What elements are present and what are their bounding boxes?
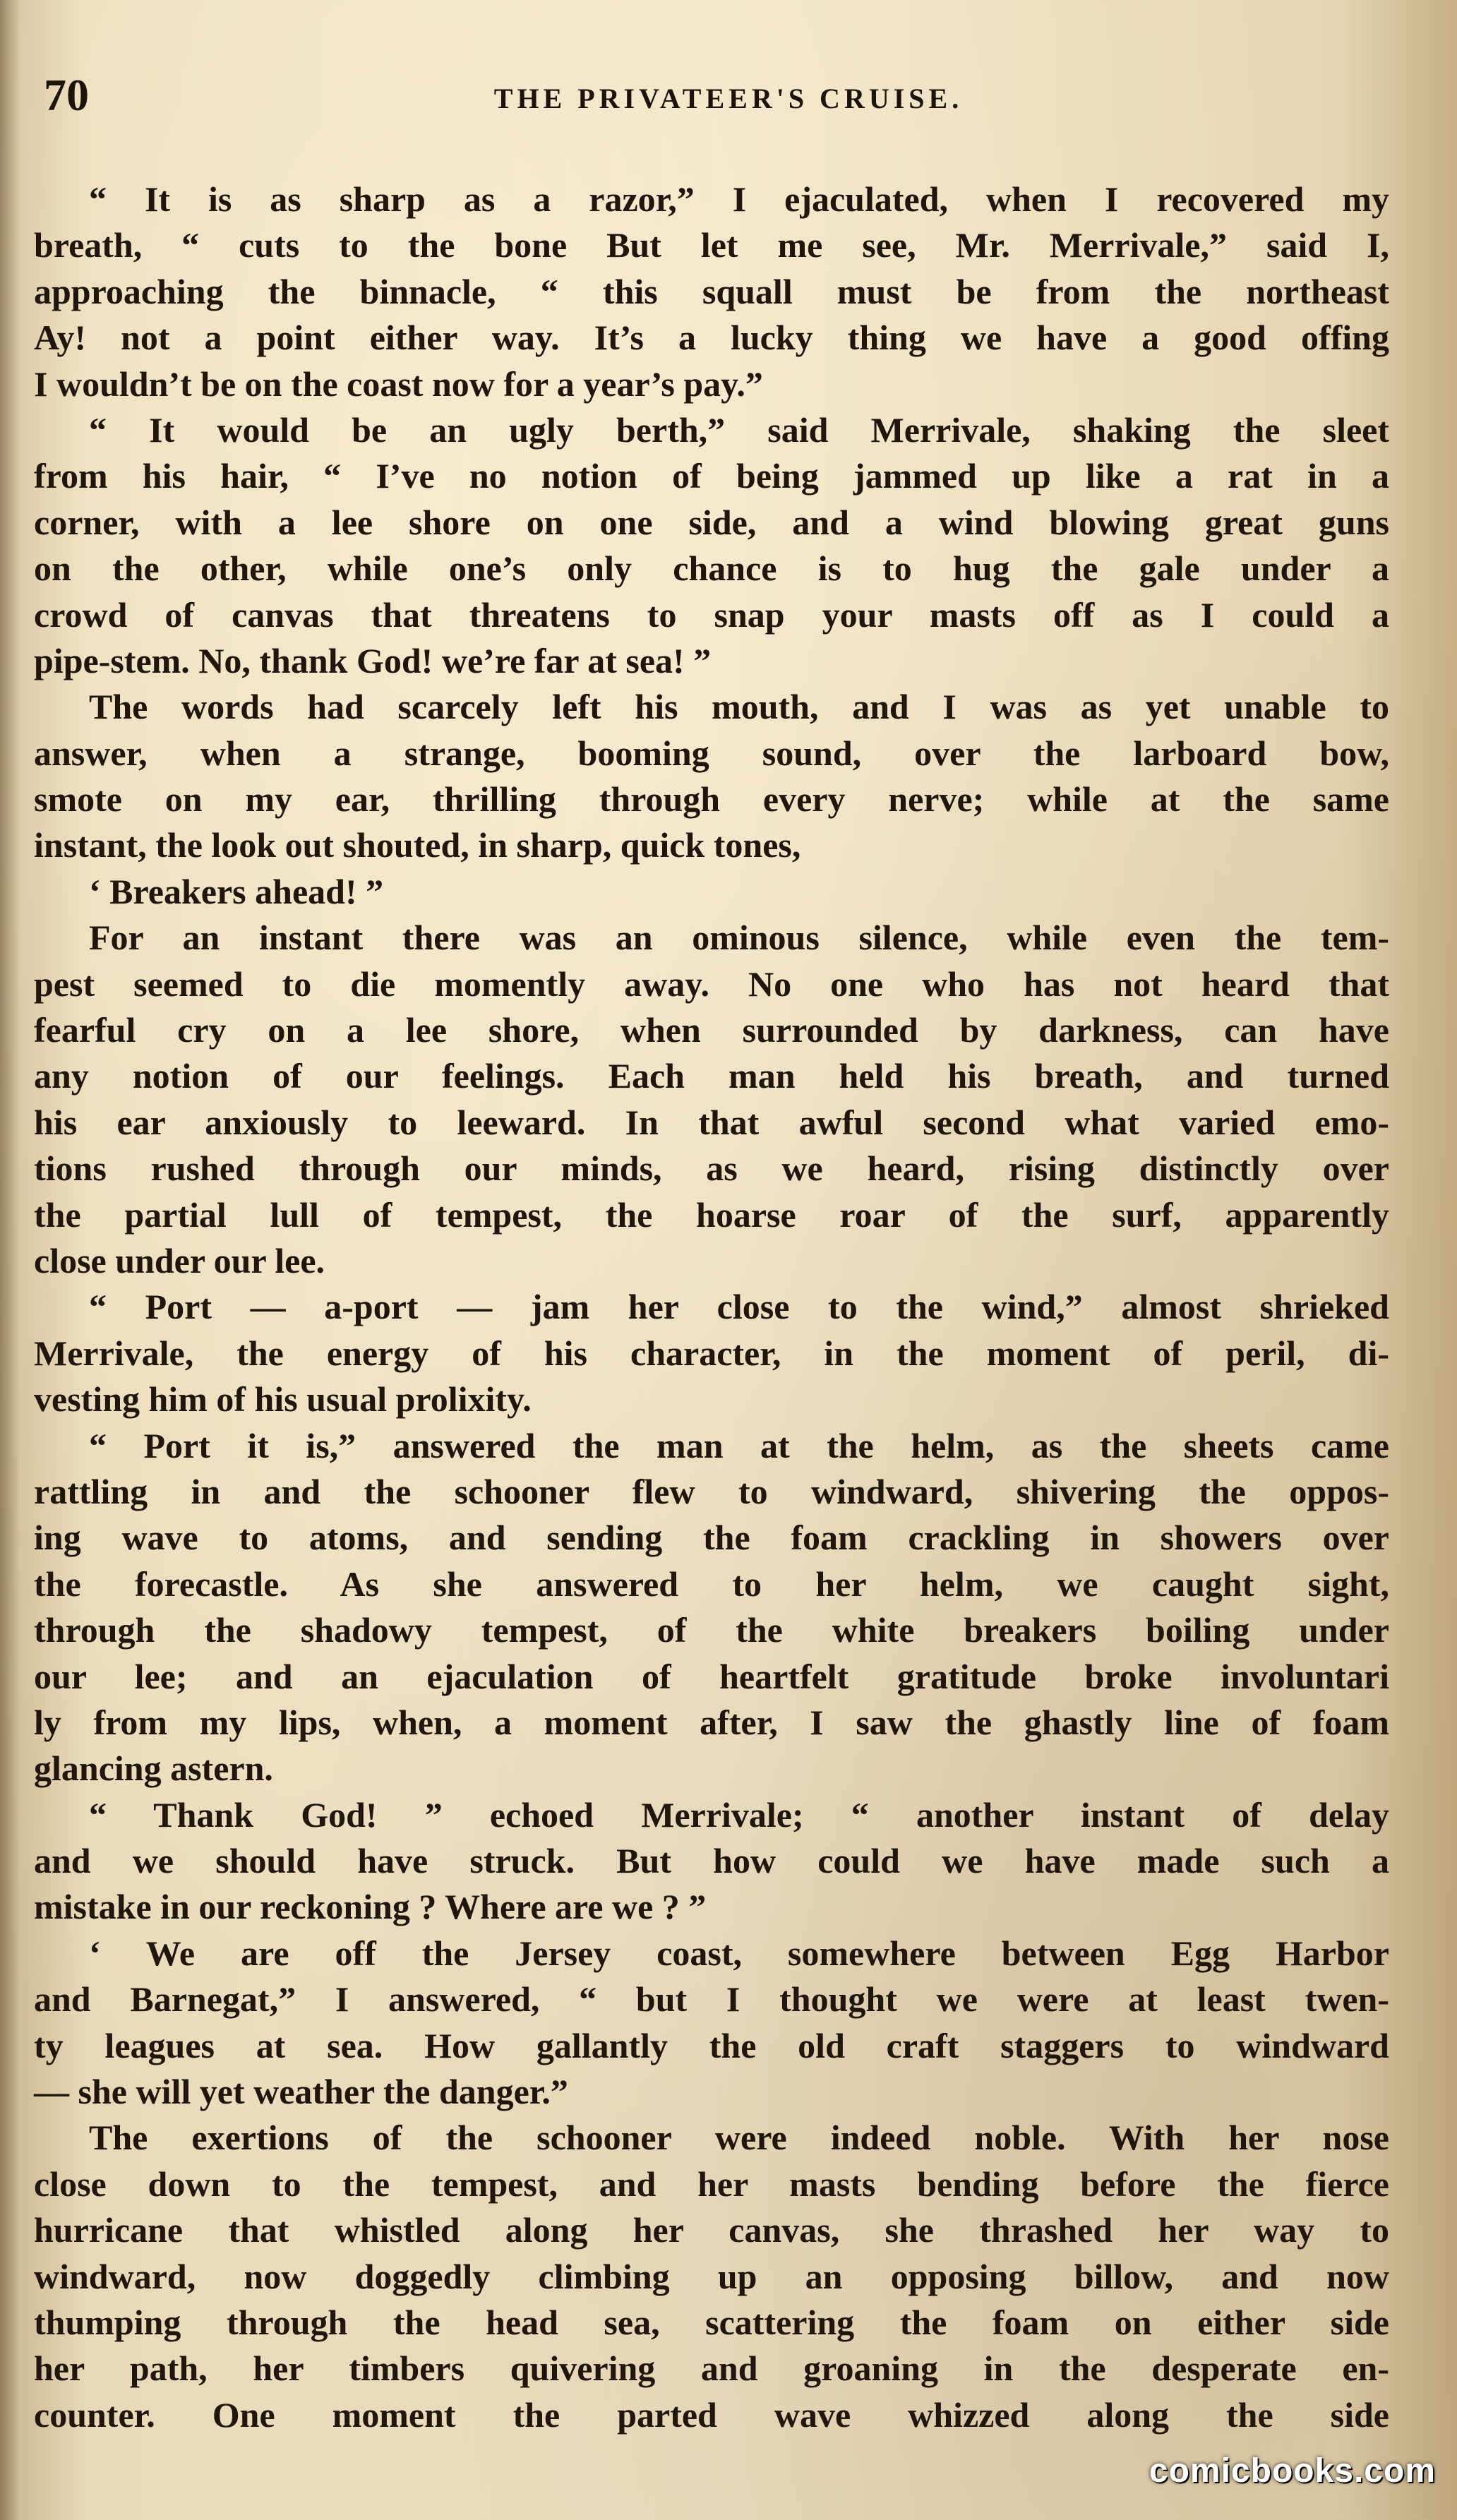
text-line: instant, the look out shouted, in sharp, quick tones, xyxy=(34,825,801,865)
text-line: Ay! not a point either way. It’s a lucky thing we have a good offing xyxy=(34,318,1389,358)
text-line: The words had scarcely left his mouth, and I was as yet unable to xyxy=(89,687,1389,727)
text-line: corner, with a lee shore on one side, and a wind blowing great guns xyxy=(34,502,1389,542)
text-line: on the other, while one’s only chance is to hug the gale under a xyxy=(34,548,1389,589)
text-line: pest seemed to die momently away. No one who has not heard that xyxy=(34,964,1389,1004)
text-line: ‘ We are off the Jersey coast, somewhere between Egg Harbor xyxy=(89,1933,1389,1973)
text-line: smote on my ear, thrilling through every nerve; while at the same xyxy=(34,779,1389,820)
text-line: crowd of canvas that threatens to snap your masts off as I could a xyxy=(34,594,1389,635)
page-edge-shadow xyxy=(0,0,20,2520)
text-line: mistake in our reckoning ? Where are we ? ” xyxy=(34,1887,707,1927)
text-line: the forecastle. As she answered to her helm, we caught sight, xyxy=(34,1564,1389,1604)
text-line: pipe-stem. No, thank God! we’re far at sea! ” xyxy=(34,640,712,680)
text-line: ly from my lips, when, a moment after, I saw the ghastly line of foam xyxy=(34,1702,1389,1742)
text-line: vesting him of his usual prolixity. xyxy=(34,1379,532,1420)
page-header xyxy=(44,69,1413,133)
text-line: our lee; and an ejaculation of heartfelt gratitude broke involuntari xyxy=(34,1656,1389,1696)
running-head: THE PRIVATEER'S CRUISE. xyxy=(493,83,964,114)
text-line: ing wave to atoms, and sending the foam crackling in showers over xyxy=(34,1518,1389,1558)
text-line: his ear anxiously to leeward. In that awful second what varied emo- xyxy=(34,1102,1389,1142)
text-line: Merrivale, the energy of his character, in the moment of peril, di- xyxy=(34,1333,1389,1373)
text-line: The exertions of the schooner were indeed noble. With her nose xyxy=(89,2118,1389,2158)
text-line: ‘ Breakers ahead! ” xyxy=(89,871,384,911)
text-line: windward, now doggedly climbing up an opposing billow, and now xyxy=(34,2256,1389,2296)
text-line: tions rushed through our minds, as we heard, rising distinctly over xyxy=(34,1148,1389,1189)
text-line: I wouldn’t be on the coast now for a year’s pay.” xyxy=(34,364,763,404)
page-number: 70 xyxy=(44,70,89,120)
text-line: For an instant there was an ominous silence, while even the tem- xyxy=(89,918,1389,958)
text-line: — she will yet weather the danger.” xyxy=(34,2072,568,2112)
text-line: the partial lull of tempest, the hoarse roar of the surf, apparently xyxy=(34,1194,1389,1235)
text-line: “ Port — a-port — jam her close to the wind,” almost shrieked xyxy=(89,1287,1389,1327)
text-line: breath, “ cuts to the bone But let me see, Mr. Merrivale,” said I, xyxy=(34,225,1389,265)
text-line: approaching the binnacle, “ this squall must be from the northeast xyxy=(34,271,1389,311)
text-line: thumping through the head sea, scattering the foam on either side xyxy=(34,2302,1389,2342)
body-text xyxy=(34,176,1389,2438)
text-line: and Barnegat,” I answered, “ but I thought we were at least twen- xyxy=(34,1979,1389,2020)
watermark: comicbooks.com xyxy=(1149,2452,1436,2490)
text-line: “ Thank God! ” echoed Merrivale; “ another instant of delay xyxy=(89,1794,1389,1835)
text-line: and we should have struck. But how could we have made such a xyxy=(34,1841,1389,1881)
text-line: close down to the tempest, and her masts bending before the fierce xyxy=(34,2164,1389,2204)
text-line: “ It would be an ugly berth,” said Merrivale, shaking the sleet xyxy=(89,409,1389,450)
text-line: fearful cry on a lee shore, when surrounded by darkness, can have xyxy=(34,1010,1389,1050)
text-line: any notion of our feelings. Each man held his breath, and turned xyxy=(34,1056,1389,1096)
text-line: hurricane that whistled along her canvas, she thrashed her way to xyxy=(34,2210,1389,2250)
text-line: through the shadowy tempest, of the white breakers boiling under xyxy=(34,1610,1389,1650)
text-line: answer, when a strange, booming sound, over the larboard bow, xyxy=(34,733,1389,773)
text-line: ty leagues at sea. How gallantly the old craft staggers to windward xyxy=(34,2025,1389,2065)
text-line: counter. One moment the parted wave whizzed along the side xyxy=(34,2394,1389,2435)
text-line: from his hair, “ I’ve no notion of being jammed up like a rat in a xyxy=(34,456,1389,496)
text-line: “ Port it is,” answered the man at the helm, as the sheets came xyxy=(89,1425,1389,1465)
text-line: “ It is as sharp as a razor,” I ejaculated, when I recovered my xyxy=(89,179,1389,219)
text-line: her path, her timbers quivering and groaning in the desperate en- xyxy=(34,2348,1389,2389)
text-line: close under our lee. xyxy=(34,1240,325,1280)
text-line: glancing astern. xyxy=(34,1748,273,1789)
text-line: rattling in and the schooner flew to windward, shivering the oppos- xyxy=(34,1471,1389,1511)
